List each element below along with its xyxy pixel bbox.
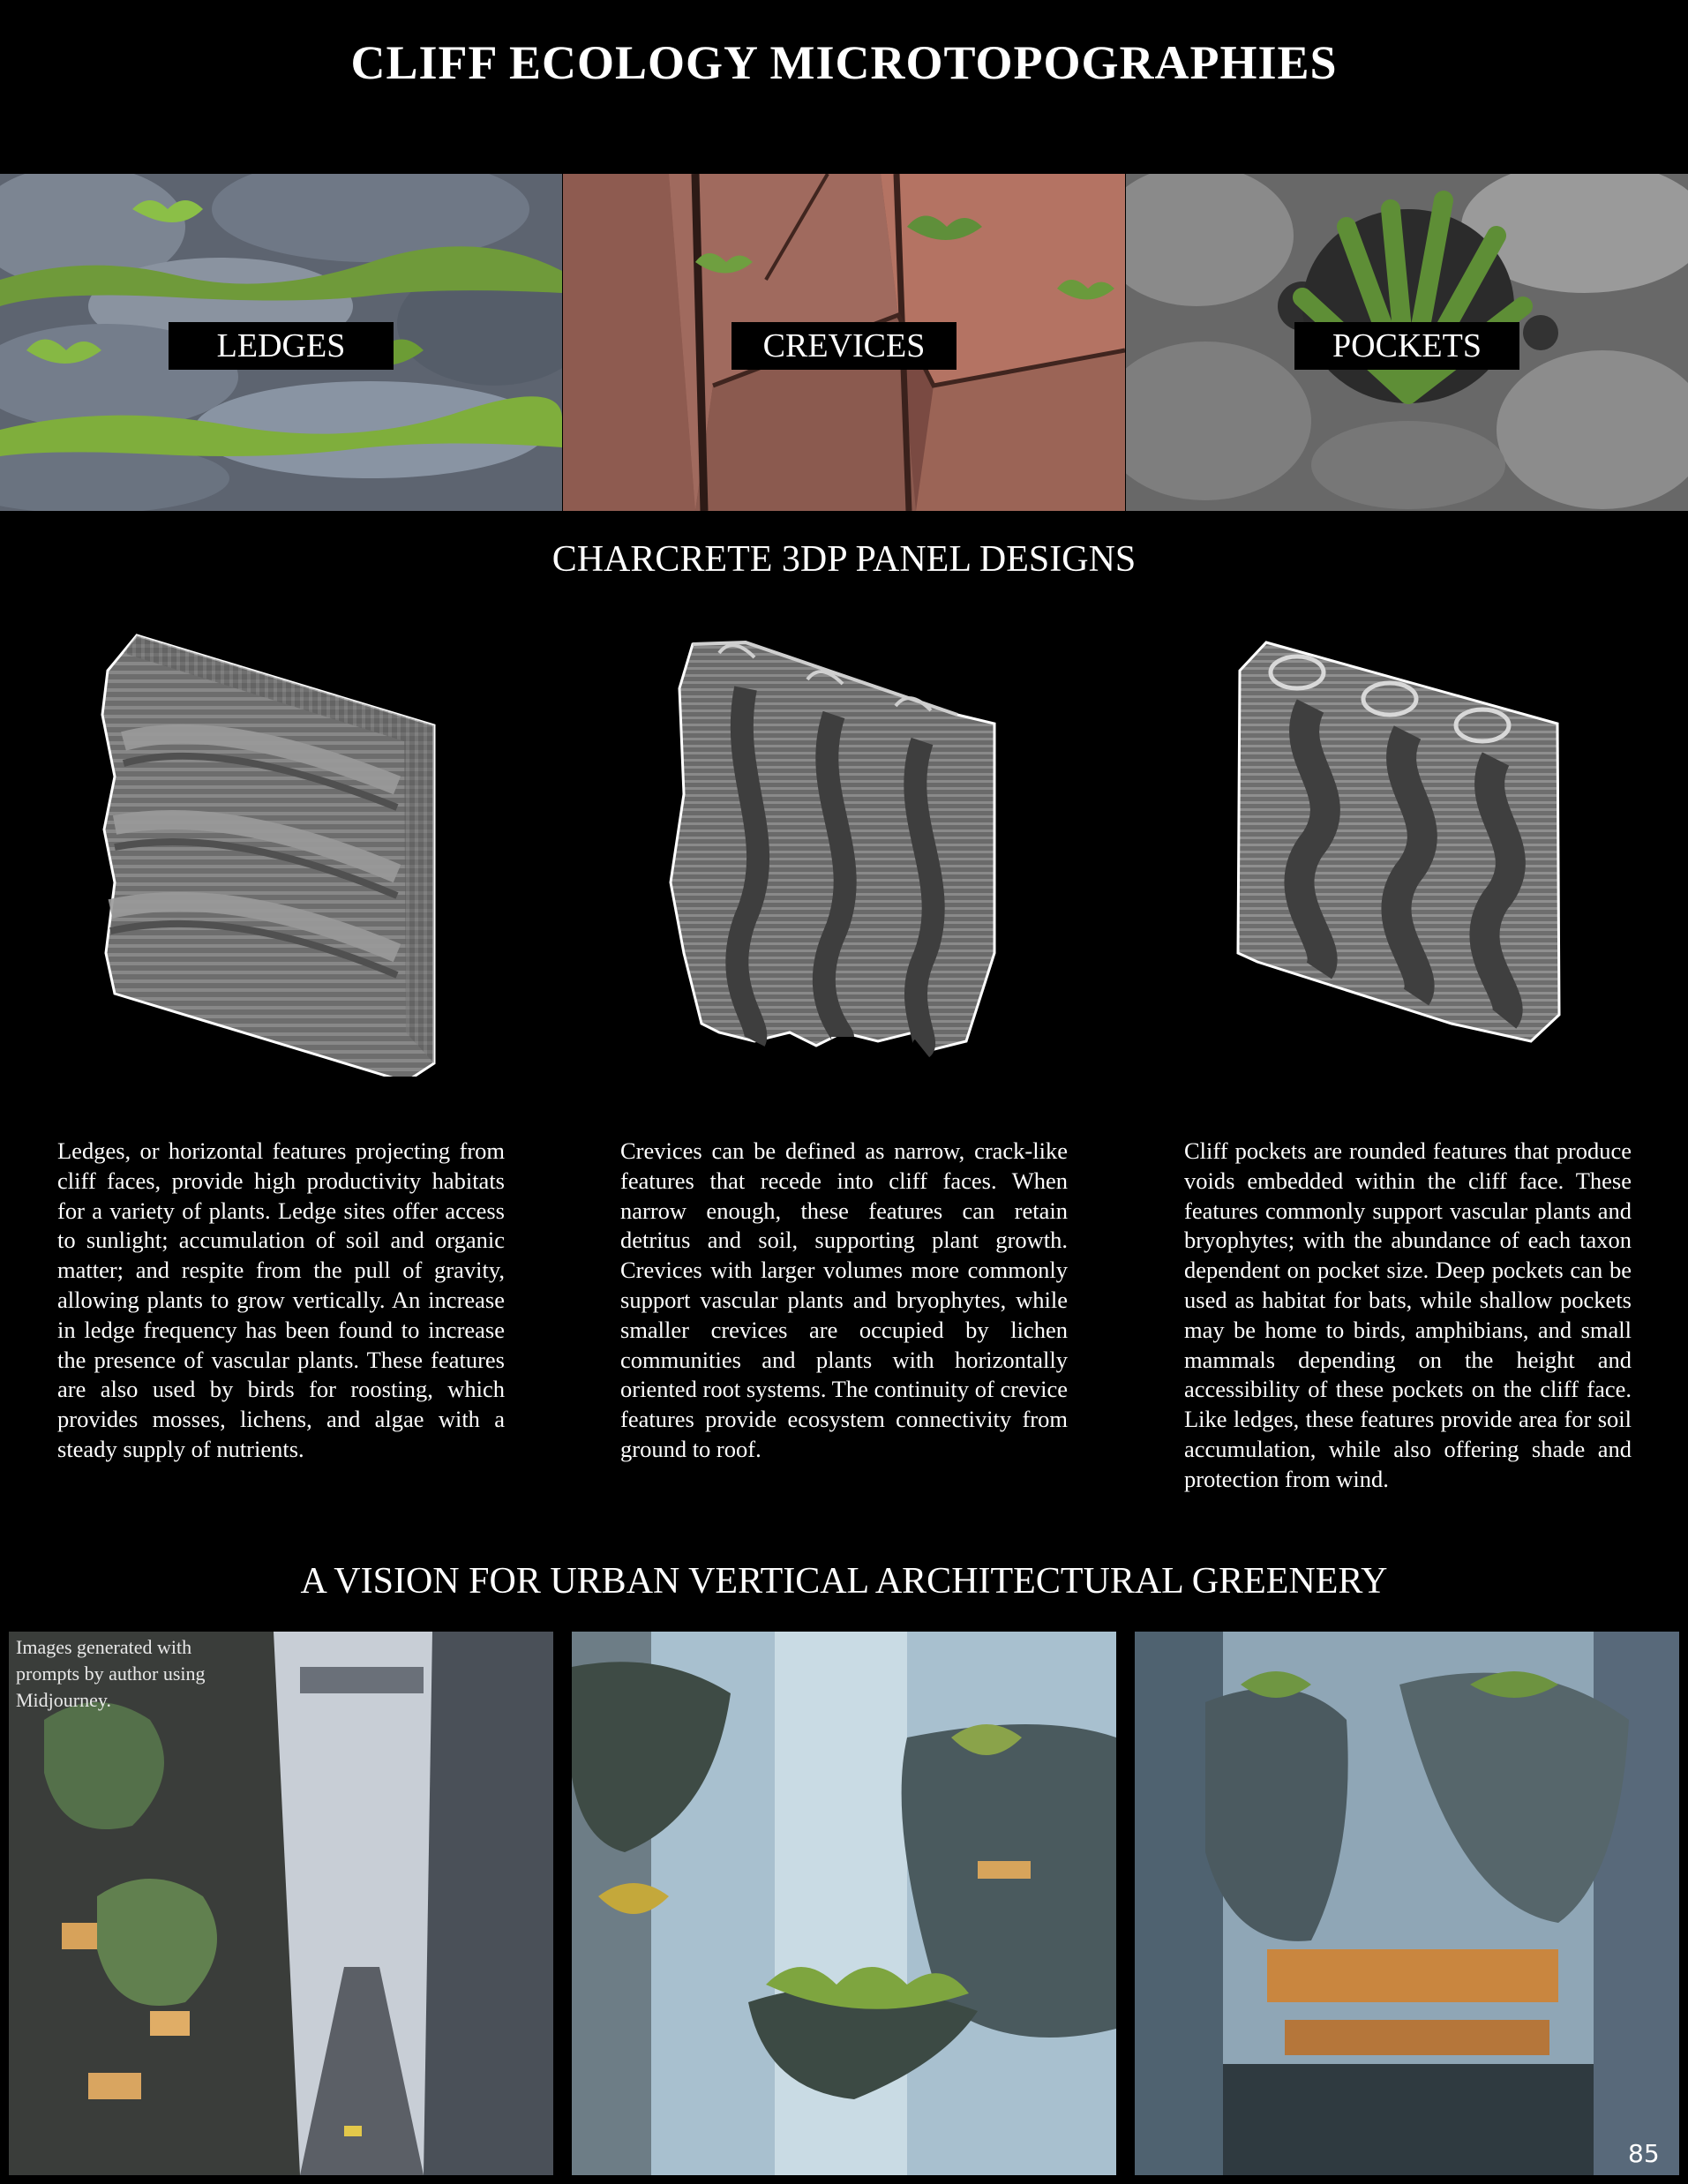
crevices-panel-render <box>666 618 1019 1077</box>
crevices-description: Crevices can be defined as narrow, crack-like features that recede into cliff faces. When narrow enough, these features can retain detritus and soil, supporting plant growth. Crevices with larger volumes more commonly support vascular plants and bryophytes, while smaller crevices are occupied by lichen communities and plants with horizontally oriented root systems. The continuity of crevice features provide ecosystem connectivity from ground to roof. <box>620 1137 1068 1462</box>
panels-title: CHARCRETE 3DP PANEL DESIGNS <box>551 539 1137 580</box>
crevices-label: CREVICES <box>731 322 957 370</box>
vision-image-2 <box>572 1632 1116 2175</box>
crevices-photo <box>563 174 1125 511</box>
image-credit: Images generated with prompts by author using Midjourney. <box>16 1636 206 1711</box>
ledges-description: Ledges, or horizontal features projecting from cliff faces, provide high productivity habitats for a variety of plants. Ledge sites offer access to sunlight; accumulation of soil and organic matter; and respite from the pull of gravity, allowing plants to grow vertically. An increase in ledge frequency has been found to increase the presence of vascular plants. These features are also used by birds for roosting, which provides mosses, lichens, and algae with a steady supply of nutrients. <box>57 1137 505 1462</box>
page-number: 85 <box>1628 2139 1660 2168</box>
pockets-description: Cliff pockets are rounded features that produce voids embedded within the cliff face. These features commonly support vascular plants and bryophytes; with the abundance of each taxon dependent on pocket size. Deep pockets can be used as habitat for bats, while shallow pockets may be home to birds, amphibians, and small mammals depending on the height and accessibility of these pockets on the cliff face. Like ledges, these features provide area for soil accumulation, while also offering shade and protection from wind. <box>1184 1137 1632 1492</box>
pockets-label: POCKETS <box>1294 322 1519 370</box>
ledges-panel-render <box>88 618 441 1077</box>
ledges-label: LEDGES <box>169 322 394 370</box>
pockets-photo <box>1126 174 1688 511</box>
vision-image-3 <box>1135 1632 1679 2175</box>
pockets-panel-render <box>1231 618 1584 1077</box>
ledges-photo <box>0 174 562 511</box>
vision-title: A VISION FOR URBAN VERTICAL ARCHITECTURAL GREENERY <box>300 1561 1388 1602</box>
page-title: CLIFF ECOLOGY MICROTOPOGRAPHIES <box>350 36 1338 89</box>
